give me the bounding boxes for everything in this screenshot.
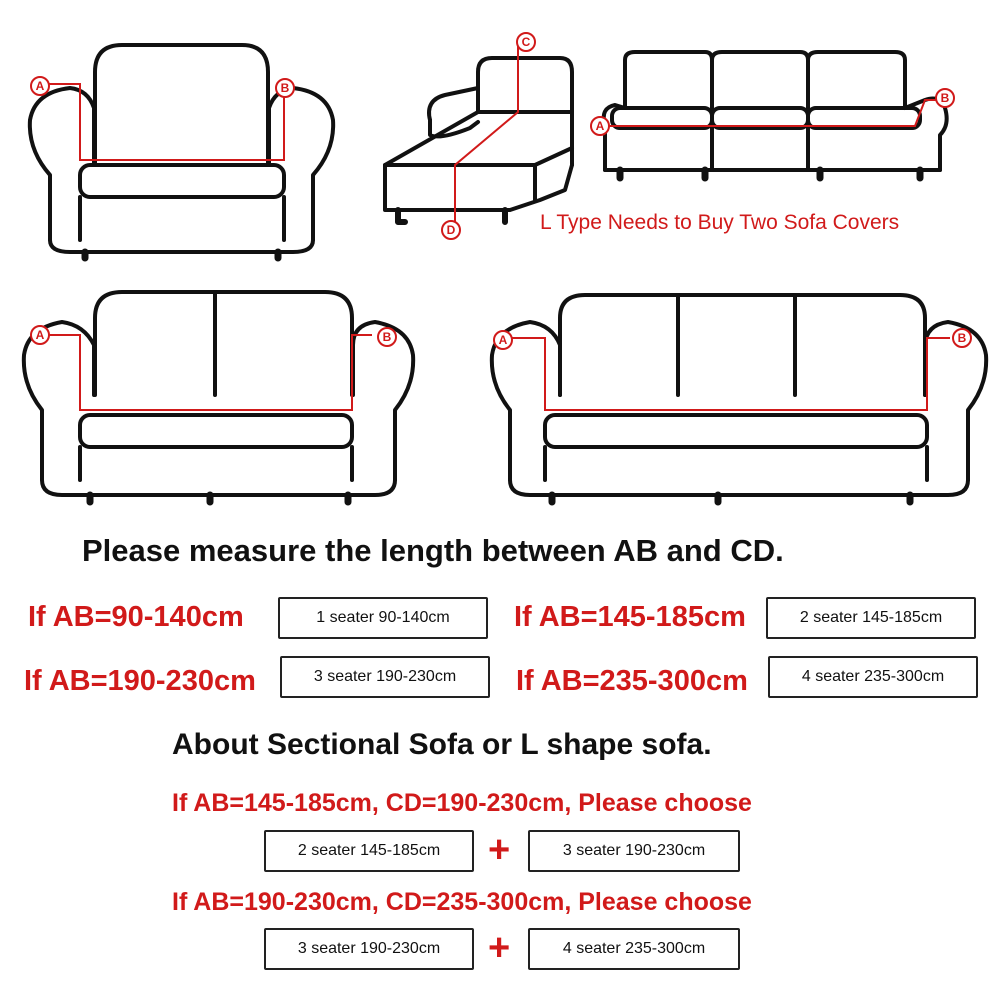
- svg-text:C: C: [521, 35, 531, 49]
- size-rule-1-box: 1 seater 90-140cm: [278, 597, 488, 639]
- marker-b-icon: [378, 328, 396, 346]
- marker-a-icon: [494, 331, 512, 349]
- sectional-option-2-condition: If AB=190-230cm, CD=235-300cm, Please choose: [172, 888, 752, 916]
- svg-text:D: D: [446, 223, 456, 237]
- size-rule-4-condition: If AB=235-300cm: [516, 665, 748, 697]
- marker-a-icon: [31, 326, 49, 344]
- size-rule-1-condition: If AB=90-140cm: [28, 601, 244, 633]
- large-sofa-illustration: [492, 295, 986, 502]
- svg-text:A: A: [595, 119, 605, 133]
- plus-icon: +: [488, 927, 511, 969]
- svg-text:A: A: [35, 79, 45, 93]
- marker-b-icon: [936, 89, 954, 107]
- three-seat-sofa-measure-line: [603, 100, 940, 126]
- sectional-option-2-first-box: 3 seater 190-230cm: [264, 928, 474, 970]
- svg-text:A: A: [498, 333, 508, 347]
- size-rule-2-box: 2 seater 145-185cm: [766, 597, 976, 639]
- armchair-illustration: [30, 45, 333, 258]
- size-rule-3-condition: If AB=190-230cm: [24, 665, 256, 697]
- sectional-option-1-condition: If AB=145-185cm, CD=190-230cm, Please choose: [172, 789, 752, 817]
- l-sofa-measure-line: [455, 45, 518, 225]
- svg-text:B: B: [957, 331, 967, 345]
- svg-text:A: A: [35, 328, 45, 342]
- marker-b-icon: [953, 329, 971, 347]
- marker-d-icon: [442, 221, 460, 239]
- large-sofa-measure-line: [512, 338, 950, 410]
- size-rule-2-condition: If AB=145-185cm: [514, 601, 746, 633]
- sectional-option-2-second-box: 4 seater 235-300cm: [528, 928, 740, 970]
- measure-headline: Please measure the length between AB and CD.: [82, 533, 784, 568]
- svg-text:B: B: [940, 91, 950, 105]
- three-seat-sofa-illustration: [604, 52, 947, 178]
- l-type-note: L Type Needs to Buy Two Sofa Covers: [540, 211, 900, 234]
- marker-b-icon: [276, 79, 294, 97]
- l-sofa-illustration: [385, 58, 572, 222]
- svg-text:B: B: [382, 330, 392, 344]
- svg-text:B: B: [280, 81, 290, 95]
- plus-icon: +: [488, 829, 511, 871]
- sectional-option-1-first-box: 2 seater 145-185cm: [264, 830, 474, 872]
- sectional-option-1-second-box: 3 seater 190-230cm: [528, 830, 740, 872]
- size-rule-4-box: 4 seater 235-300cm: [768, 656, 978, 698]
- marker-a-icon: [31, 77, 49, 95]
- loveseat-illustration: [24, 292, 413, 502]
- marker-c-icon: [517, 33, 535, 51]
- size-rule-3-box: 3 seater 190-230cm: [280, 656, 490, 698]
- marker-a-icon: [591, 117, 609, 135]
- armchair-measure-line: [48, 84, 284, 160]
- sectional-headline: About Sectional Sofa or L shape sofa.: [172, 728, 712, 761]
